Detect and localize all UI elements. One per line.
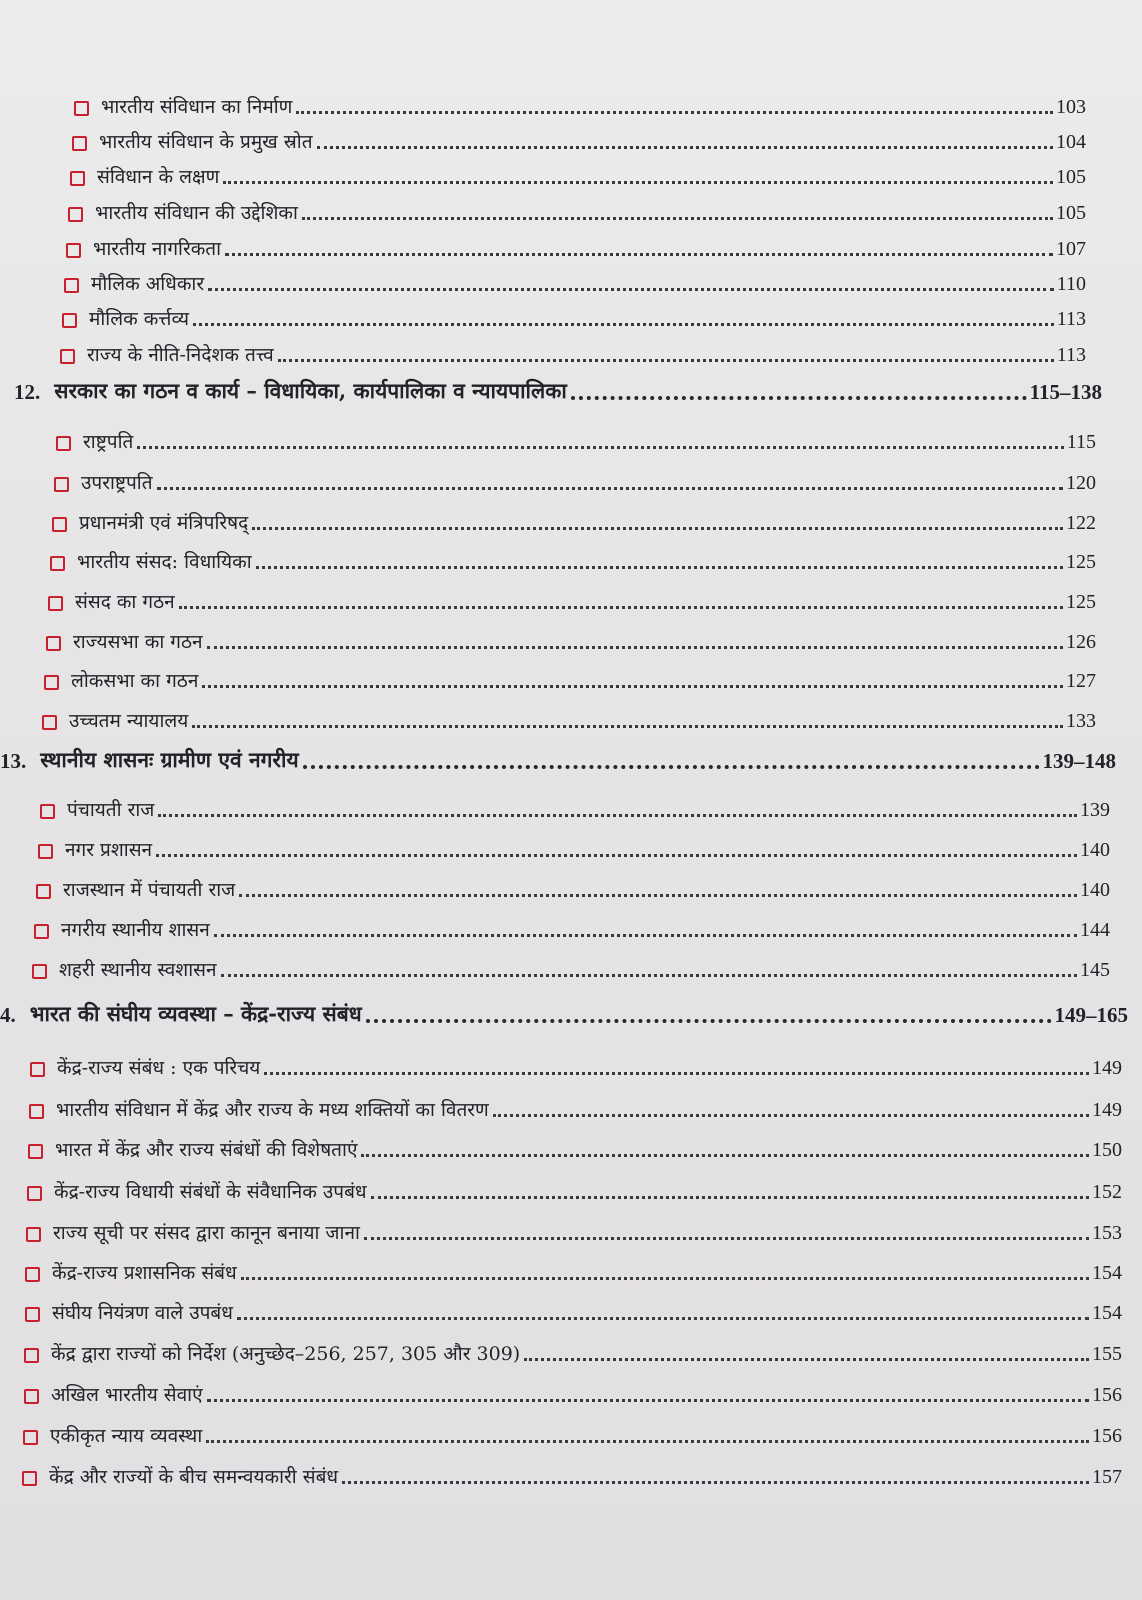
dot-leader <box>221 972 1077 977</box>
dot-leader <box>241 1275 1089 1280</box>
checkbox-bullet-icon <box>26 1227 41 1242</box>
checkbox-bullet-icon <box>44 675 59 690</box>
toc-entry-page: 103 <box>1056 96 1086 118</box>
toc-entry[interactable] <box>68 199 1086 225</box>
checkbox-bullet-icon <box>68 207 83 222</box>
checkbox-bullet-icon <box>74 101 89 116</box>
checkbox-bullet-icon <box>24 1348 39 1363</box>
toc-entry-page: 113 <box>1056 344 1086 366</box>
checkbox-bullet-icon <box>38 844 53 859</box>
dot-leader <box>206 1438 1089 1443</box>
toc-entry-label: केंद्र और राज्यों के बीच समन्वयकारी संबंध <box>49 1466 339 1488</box>
toc-entry-page: 133 <box>1066 710 1096 732</box>
dot-leader <box>225 251 1053 256</box>
toc-entry-label: केंद्र-राज्य प्रशासनिक संबंध <box>52 1262 237 1284</box>
checkbox-bullet-icon <box>22 1471 37 1486</box>
toc-entry-page: 154 <box>1092 1262 1122 1284</box>
toc-entry[interactable] <box>25 1299 1122 1325</box>
dot-leader <box>371 1194 1089 1199</box>
chapter-page-range: 139–148 <box>1042 749 1116 773</box>
toc-entry[interactable] <box>74 93 1086 119</box>
dot-leader <box>239 892 1077 897</box>
toc-entry-page: 153 <box>1092 1222 1122 1244</box>
chapter-title: स्थानीय शासनः ग्रामीण एवं नगरीय <box>40 747 299 772</box>
toc-entry-label: केंद्र-राज्य विधायी संबंधों के संवैधानिक उपबंध <box>54 1181 367 1203</box>
toc-entry-label: मौलिक कर्त्तव्य <box>89 308 189 330</box>
toc-entry-page: 150 <box>1092 1139 1122 1161</box>
dot-leader <box>156 852 1077 857</box>
checkbox-bullet-icon <box>50 556 65 571</box>
checkbox-bullet-icon <box>66 243 81 258</box>
toc-entry[interactable] <box>25 1259 1122 1285</box>
toc-entry[interactable] <box>23 1422 1122 1448</box>
toc-entry-label: राज्य सूची पर संसद द्वारा कानून बनाया जाना <box>53 1222 360 1244</box>
checkbox-bullet-icon <box>25 1307 40 1322</box>
toc-entry-page: 125 <box>1066 591 1096 613</box>
checkbox-bullet-icon <box>42 715 57 730</box>
toc-entry[interactable] <box>44 667 1096 693</box>
checkbox-bullet-icon <box>25 1267 40 1282</box>
toc-entry-label: भारतीय नागरिकता <box>93 238 222 260</box>
toc-entry-label: भारतीय संविधान का निर्माण <box>101 96 293 118</box>
toc-entry-page: 127 <box>1066 670 1096 692</box>
toc-entry[interactable] <box>64 270 1086 296</box>
toc-entry[interactable] <box>48 588 1096 614</box>
checkbox-bullet-icon <box>52 517 67 532</box>
dot-leader <box>223 179 1053 184</box>
dot-leader <box>237 1315 1089 1320</box>
checkbox-bullet-icon <box>54 477 69 492</box>
toc-entry-label: पंचायती राज <box>67 799 155 821</box>
toc-entry-label: संविधान के लक्षण <box>97 166 220 188</box>
dot-leader <box>264 1070 1089 1075</box>
checkbox-bullet-icon <box>48 596 63 611</box>
toc-entry[interactable] <box>29 1096 1122 1122</box>
dot-leader <box>278 357 1054 362</box>
chapter-number: 12. <box>14 380 41 404</box>
toc-entry-page: 125 <box>1066 551 1096 573</box>
dot-leader <box>158 812 1077 817</box>
dot-leader <box>361 1152 1089 1157</box>
chapter-page-range: 115–138 <box>1029 380 1102 404</box>
toc-entry-page: 157 <box>1092 1466 1122 1488</box>
toc-entry[interactable] <box>28 1136 1122 1162</box>
chapter-number: 4. <box>0 1003 16 1027</box>
toc-entry[interactable] <box>34 916 1110 942</box>
dot-leader <box>252 525 1063 530</box>
toc-entry-page: 104 <box>1056 131 1086 153</box>
checkbox-bullet-icon <box>46 636 61 651</box>
toc-entry-page: 126 <box>1066 631 1096 653</box>
toc-entry-page: 139 <box>1080 799 1110 821</box>
toc-entry-page: 122 <box>1066 512 1096 534</box>
toc-entry-label: भारत में केंद्र और राज्य संबंधों की विशेषताएं <box>55 1139 358 1161</box>
toc-entry-page: 155 <box>1092 1343 1122 1365</box>
checkbox-bullet-icon <box>70 171 85 186</box>
checkbox-bullet-icon <box>24 1389 39 1404</box>
toc-entry[interactable] <box>24 1381 1122 1407</box>
toc-entry[interactable] <box>50 548 1096 574</box>
checkbox-bullet-icon <box>32 964 47 979</box>
toc-entry[interactable] <box>26 1219 1122 1245</box>
toc-entry[interactable] <box>66 235 1086 261</box>
dot-leader <box>207 1397 1089 1402</box>
toc-entry-label: भारतीय संविधान के प्रमुख स्रोत <box>99 131 313 153</box>
toc-entry-label: राज्यसभा का गठन <box>73 631 203 653</box>
toc-entry-page: 105 <box>1056 202 1086 224</box>
dot-leader <box>207 644 1063 649</box>
toc-entry-label: मौलिक अधिकार <box>91 273 205 295</box>
toc-entry-label: संघीय नियंत्रण वाले उपबंध <box>52 1302 233 1324</box>
dot-leader <box>524 1356 1089 1361</box>
toc-entry-page: 107 <box>1056 238 1086 260</box>
dot-leader <box>193 321 1054 326</box>
toc-entry-page: 140 <box>1080 879 1110 901</box>
dot-leader <box>342 1479 1089 1484</box>
toc-entry-label: उपराष्ट्रपति <box>81 472 153 494</box>
toc-entry-label: केंद्र द्वारा राज्यों को निर्देश (अनुच्छेद–256, 257, 305 और 309) <box>51 1343 521 1365</box>
toc-entry[interactable] <box>36 876 1110 902</box>
toc-entry[interactable] <box>40 796 1110 822</box>
toc-entry-page: 145 <box>1080 959 1110 981</box>
toc-entry-label: भारतीय संविधान में केंद्र और राज्य के मध्य शक्तियों का वितरण <box>56 1099 489 1121</box>
toc-entry[interactable] <box>54 469 1096 495</box>
toc-entry-page: 140 <box>1080 839 1110 861</box>
dot-leader <box>302 215 1053 220</box>
dot-leader <box>208 286 1054 291</box>
checkbox-bullet-icon <box>40 804 55 819</box>
toc-entry[interactable] <box>38 836 1110 862</box>
toc-entry-label: भारतीय संविधान की उद्देशिका <box>95 202 298 224</box>
checkbox-bullet-icon <box>36 884 51 899</box>
toc-entry-label: शहरी स्थानीय स्वशासन <box>59 959 217 981</box>
dot-leader <box>317 144 1053 149</box>
toc-entry-page: 156 <box>1092 1384 1122 1406</box>
toc-entry-label: अखिल भारतीय सेवाएं <box>51 1384 203 1406</box>
chapter-heading[interactable] <box>0 746 1116 774</box>
toc-entry-label: राज्य के नीति-निदेशक तत्त्व <box>87 344 274 366</box>
chapter-heading[interactable] <box>0 1000 1128 1028</box>
toc-entry[interactable] <box>22 1463 1122 1489</box>
toc-entry-page: 105 <box>1056 166 1086 188</box>
dot-leader <box>179 604 1063 609</box>
dot-leader <box>256 564 1063 569</box>
toc-entry[interactable] <box>24 1340 1122 1366</box>
checkbox-bullet-icon <box>34 924 49 939</box>
dot-leader <box>157 485 1063 490</box>
toc-entry-label: राष्ट्रपति <box>83 431 134 453</box>
toc-entry-page: 154 <box>1092 1302 1122 1324</box>
toc-entry[interactable] <box>27 1178 1122 1204</box>
checkbox-bullet-icon <box>30 1062 45 1077</box>
checkbox-bullet-icon <box>72 136 87 151</box>
checkbox-bullet-icon <box>29 1104 44 1119</box>
chapter-page-range: 149–165 <box>1054 1003 1128 1027</box>
checkbox-bullet-icon <box>64 278 79 293</box>
dot-leader <box>202 683 1063 688</box>
chapter-heading[interactable] <box>14 377 1102 405</box>
checkbox-bullet-icon <box>60 349 75 364</box>
chapter-title: भारत की संघीय व्यवस्था – केंद्र-राज्य संबंध <box>29 1001 362 1026</box>
dot-leader <box>364 1235 1089 1240</box>
dot-leader <box>192 723 1063 728</box>
dot-leader <box>303 763 1040 769</box>
toc-entry-page: 110 <box>1056 273 1086 295</box>
dot-leader <box>137 444 1063 449</box>
toc-entry[interactable] <box>72 128 1086 154</box>
toc-entry-label: भारतीय संसद: विधायिका <box>77 551 252 573</box>
chapter-title: सरकार का गठन व कार्य – विधायिका, कार्यपालिका व न्यायपालिका <box>54 378 567 403</box>
toc-entry-page: 144 <box>1080 919 1110 941</box>
dot-leader <box>493 1112 1089 1117</box>
toc-entry-label: केंद्र-राज्य संबंध : एक परिचय <box>57 1057 261 1079</box>
toc-entry[interactable] <box>46 628 1096 654</box>
checkbox-bullet-icon <box>28 1144 43 1159</box>
toc-entry[interactable] <box>32 956 1110 982</box>
checkbox-bullet-icon <box>62 313 77 328</box>
checkbox-bullet-icon <box>27 1186 42 1201</box>
chapter-number: 13. <box>0 749 27 773</box>
dot-leader <box>296 109 1053 114</box>
checkbox-bullet-icon <box>56 436 71 451</box>
toc-entry-label: उच्चतम न्यायालय <box>69 710 189 732</box>
toc-entry-label: नगरीय स्थानीय शासन <box>61 919 210 941</box>
toc-entry[interactable] <box>62 305 1086 331</box>
toc-entry-label: एकीकृत न्याय व्यवस्था <box>50 1425 203 1447</box>
toc-entry-page: 156 <box>1092 1425 1122 1447</box>
toc-entry-page: 113 <box>1056 308 1086 330</box>
checkbox-bullet-icon <box>23 1430 38 1445</box>
dot-leader <box>571 394 1027 400</box>
toc-entry-page: 115 <box>1066 431 1096 453</box>
toc-entry-page: 152 <box>1092 1181 1122 1203</box>
toc-entry-label: नगर प्रशासन <box>65 839 153 861</box>
dot-leader <box>366 1017 1052 1023</box>
toc-entry-label: लोकसभा का गठन <box>71 670 199 692</box>
toc-entry[interactable] <box>70 163 1086 189</box>
toc-entry-page: 149 <box>1092 1057 1122 1079</box>
toc-entry-label: संसद का गठन <box>75 591 175 613</box>
toc-entry-label: राजस्थान में पंचायती राज <box>63 879 236 901</box>
toc-entry[interactable] <box>30 1054 1122 1080</box>
toc-entry-page: 120 <box>1066 472 1096 494</box>
toc-entry-label: प्रधानमंत्री एवं मंत्रिपरिषद् <box>79 512 249 534</box>
dot-leader <box>214 932 1077 937</box>
toc-entry[interactable] <box>56 428 1096 454</box>
toc-entry[interactable] <box>60 341 1086 367</box>
toc-entry-page: 149 <box>1092 1099 1122 1121</box>
toc-entry[interactable] <box>42 707 1096 733</box>
toc-entry[interactable] <box>52 509 1096 535</box>
